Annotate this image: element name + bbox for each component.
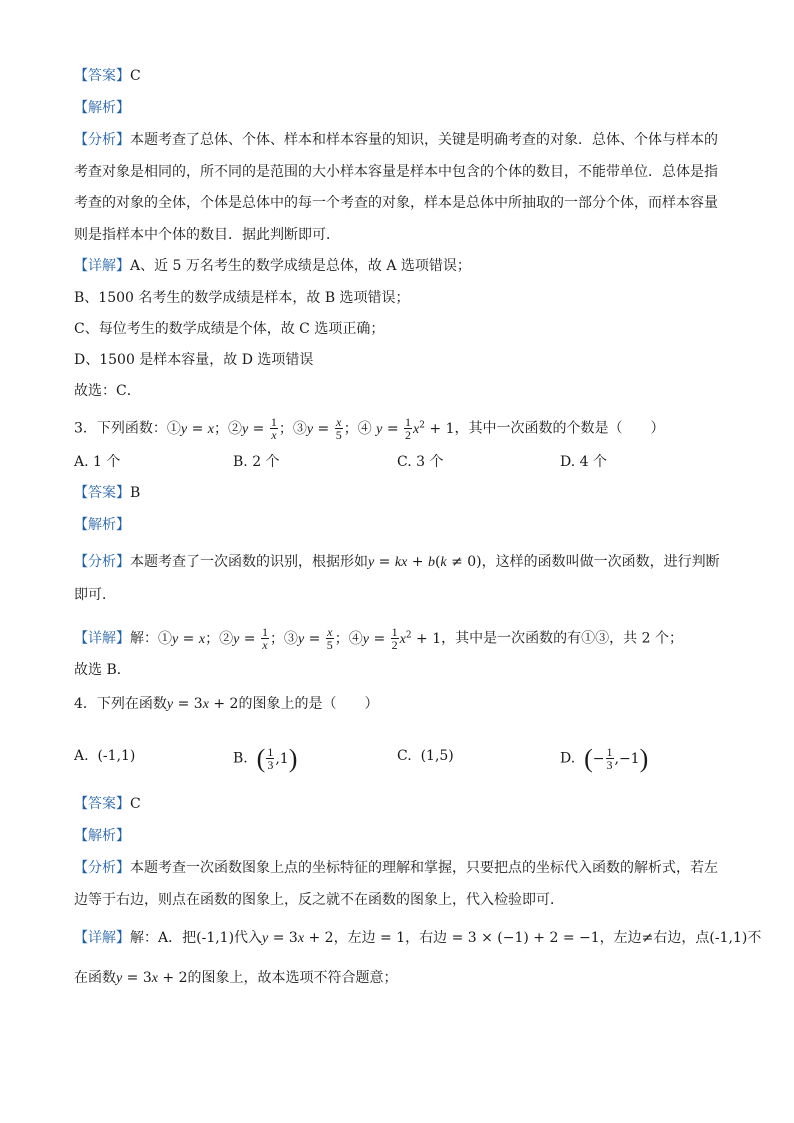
- detail-text-4: ，左边≠右边，点: [599, 930, 710, 946]
- detail-text: A、近 5 万名考生的数学成绩是总体，故 A 选项错误；: [130, 258, 471, 274]
- point-formula: (-1,1): [709, 930, 748, 946]
- detail-line-b: B、1500 名考生的数学成绩是样本，故 B 选项错误；: [74, 290, 410, 306]
- rhs-formula: = 3 × (−1) + 2 = −1: [447, 930, 600, 946]
- answer-tag: 【答案】: [74, 68, 130, 84]
- answer-value: B: [130, 485, 141, 501]
- detail-text-3: ，左边 = 1，右边: [333, 930, 448, 946]
- answer-line: [74, 483, 140, 503]
- stem-suffix: 的图象上的是（ ）: [238, 696, 379, 712]
- analysis-tag: 【分析】: [74, 554, 130, 570]
- detail-text-6: 在函数: [74, 970, 116, 986]
- analysis-line-4: 则是指样本中个体的数目．据此判断即可．: [74, 227, 340, 243]
- linear-form-formula: y: [368, 555, 375, 570]
- analysis-text: 本题考查一次函数图象上点的坐标特征的理解和掌握，只要把点的坐标代入函数的解析式，若左: [130, 860, 718, 876]
- option-coord: (1,5): [420, 748, 454, 764]
- detail-line-c: C、每位考生的数学成绩是个体，故 C 选项正确；: [74, 321, 385, 337]
- option-a[interactable]: A. 1 个: [74, 454, 121, 470]
- jiexi-heading: 【解析】: [74, 828, 130, 844]
- detail-line: [74, 625, 683, 651]
- answer-tag: 【答案】: [74, 796, 130, 812]
- stem-prefix: 4．下列在函数: [74, 696, 167, 712]
- analysis-line-3: 考查的对象的全体，个体是总体中的每一个考查的对象，样本是总体中所抽取的一部分个体，而样本容量: [74, 195, 718, 211]
- analysis-text: 本题考查了一次函数的识别，根据形如: [130, 554, 368, 570]
- question-4-stem: 4．下列在函数y = 3x + 2的图象上的是（ ）: [74, 696, 379, 712]
- jiexi-heading: 【解析】: [74, 517, 130, 533]
- detail-line-a: [74, 256, 471, 276]
- detail-text-2: 代入: [234, 930, 263, 946]
- detail-tag: 【详解】: [74, 930, 130, 946]
- option-d[interactable]: [560, 743, 649, 773]
- option-a[interactable]: [74, 746, 135, 766]
- answer-line: [74, 66, 141, 86]
- option-coord: (− $\frac{1}{3}$ ,−1): [584, 743, 649, 773]
- detail-tag: 【详解】: [74, 630, 130, 647]
- analysis-line-1: [74, 858, 718, 878]
- option-letter: C.: [397, 748, 412, 764]
- detail-tag: 【详解】: [74, 258, 130, 274]
- formula-list: ①y = x；②y = $\frac{1}{x}$ ；③y = $\frac{x}{5}$ ；④y = $\frac{1}{2}$ $x^2 + 1$: [158, 625, 442, 653]
- option-d[interactable]: D. 4 个: [560, 454, 607, 470]
- analysis-line-2: 边等于右边，则点在函数的图象上，反之就不在函数的图象上，代入检验即可．: [74, 892, 564, 908]
- stem-suffix: ，其中一次函数的个数是（ ）: [454, 420, 665, 437]
- analysis-text: 本题考查了总体、个体、样本和样本容量的知识，关键是明确考查的对象．总体、个体与样本的: [130, 132, 718, 148]
- detail-text-5: 不: [747, 930, 762, 946]
- stem-prefix: 3．下列函数：: [74, 420, 167, 437]
- detail-line-d: D、1500 是样本容量，故 D 选项错误: [74, 352, 314, 368]
- option-c[interactable]: [397, 746, 454, 766]
- detail-text-7: 的图象上，故本选项不符合题意；: [187, 970, 398, 986]
- option-c[interactable]: C. 3 个: [397, 454, 444, 470]
- option-b[interactable]: B. 2 个: [233, 454, 280, 470]
- answer-value: C: [130, 68, 141, 84]
- answer-value: C: [130, 796, 141, 812]
- detail-line-1: [74, 928, 761, 949]
- conclusion: 故选 B．: [74, 662, 131, 678]
- analysis-line-2: 即可．: [74, 587, 116, 603]
- analysis-line-1: 【分析】本题考查了一次函数的识别，根据形如y = kx + b(k ≠ 0)，这样的函数叫做一次函数，进行判断: [74, 554, 720, 570]
- detail-prefix: 解：: [130, 630, 158, 647]
- point-formula: (-1,1): [196, 930, 235, 946]
- option-letter: B.: [233, 750, 248, 767]
- analysis-line-2: 考查对象是相同的，所不同的是范围的大小样本容量是样本中包含的个体的数目，不能带单位．总体是指: [74, 164, 718, 180]
- analysis-text-2: ，这样的函数叫做一次函数，进行判断: [481, 554, 720, 570]
- function-formula: y = 3x + 2: [116, 970, 188, 986]
- option-coord: ( $\frac{1}{3}$ ,1): [256, 743, 298, 773]
- formula-list: ①y = x；②y = $\frac{1}{x}$ ；③y = $\frac{x}{5}$ ；④ y = $\frac{1}{2}$ $x^2 + 1$: [166, 415, 455, 443]
- jiexi-heading: 【解析】: [74, 100, 130, 116]
- detail-suffix: ，其中是一次函数的有①③，共 2 个；: [441, 630, 683, 647]
- detail-line-2: [74, 968, 398, 989]
- analysis-tag: 【分析】: [74, 860, 130, 876]
- option-coord: (-1,1): [97, 748, 136, 764]
- function-formula: y = 3x + 2: [262, 930, 334, 946]
- option-letter: D.: [560, 750, 576, 767]
- analysis-tag: 【分析】: [74, 132, 130, 148]
- answer-line: [74, 794, 141, 814]
- option-b[interactable]: [233, 743, 298, 773]
- analysis-line-1: [74, 130, 718, 150]
- answer-tag: 【答案】: [74, 485, 130, 501]
- conclusion: 故选：C．: [74, 383, 141, 399]
- question-3-stem: [74, 415, 665, 441]
- detail-text-1: 解：A．把: [130, 930, 197, 946]
- function-formula: y: [166, 697, 174, 712]
- option-letter: A.: [74, 748, 89, 764]
